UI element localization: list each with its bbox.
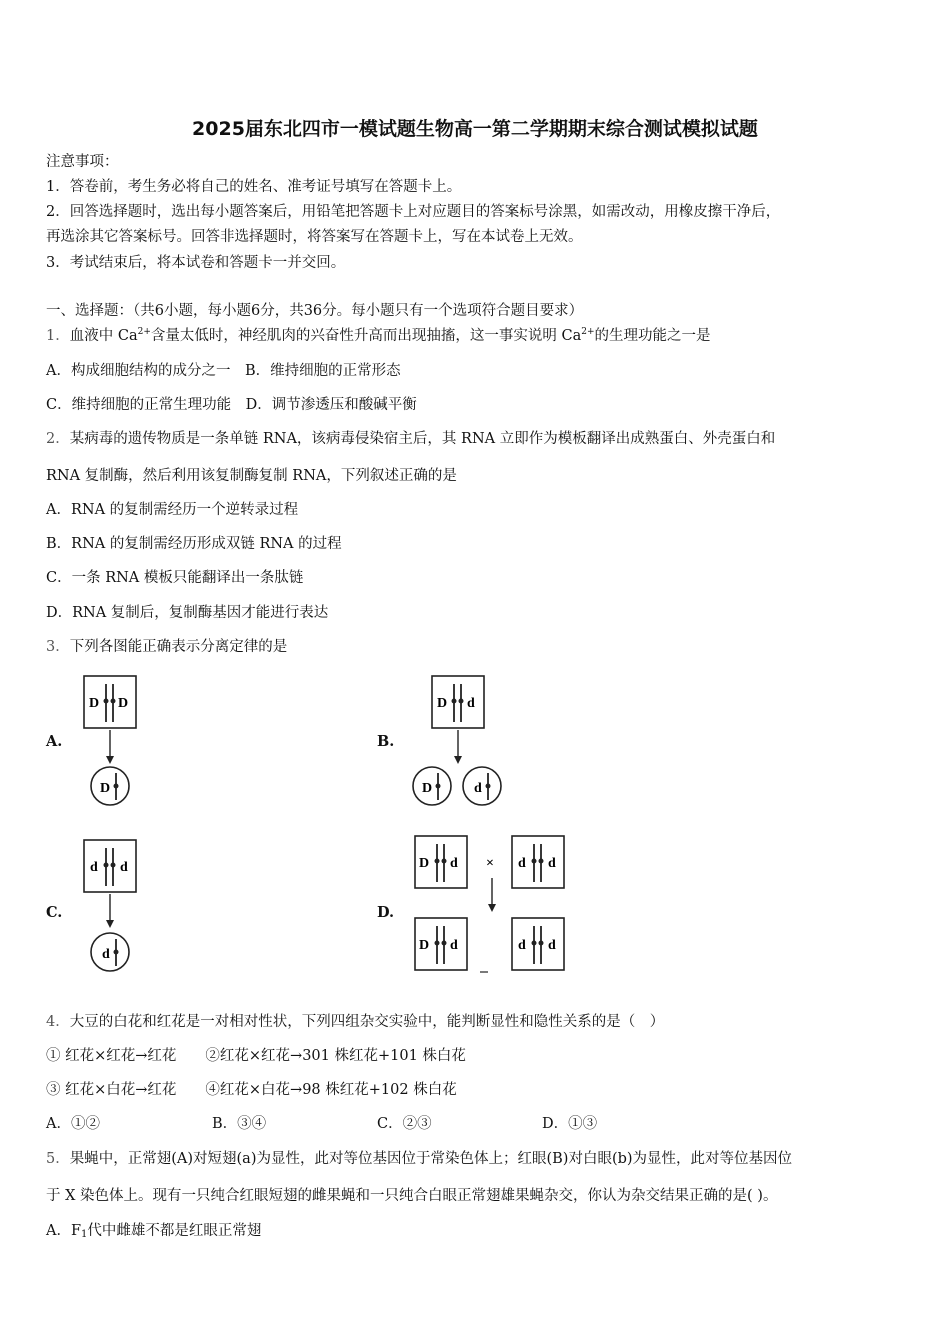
q4-option-c: C．②③ — [377, 1116, 432, 1132]
q1-options-row-2: C．维持细胞的正常生理功能 D．调节渗透压和酸碱平衡 — [46, 397, 417, 413]
q3-text: 下列各图能正确表示分离定律的是 — [69, 639, 288, 655]
q4-option-b: B．③④ — [212, 1116, 267, 1132]
q2-option-c: C．一条 RNA 模板只能翻译出一条肽链 — [46, 570, 304, 586]
q1-options-row-1: A．构成细胞结构的成分之一 B．维持细胞的正常形态 — [46, 363, 401, 379]
q4-option-d: D．①③ — [542, 1116, 598, 1132]
allele-label: D — [422, 781, 433, 796]
notice-item-1: 1．答卷前，考生务必将自己的姓名、准考证号填写在答题卡上。 — [46, 179, 462, 195]
allele-label: d — [518, 938, 526, 953]
q4-cross-line-2: ③ 红花×白花→红花 ④红花×白花→98 株红花+102 株白花 — [46, 1082, 457, 1098]
allele-label: D — [118, 696, 129, 711]
question-2 — [46, 429, 775, 449]
section-heading: 一、选择题：（共6小题，每小题6分，共36分。每小题只有一个选项符合题目要求） — [46, 303, 584, 319]
allele-label: D — [419, 856, 430, 871]
allele-label: D — [437, 696, 448, 711]
allele-label: d — [90, 860, 98, 875]
q2-option-a: A．RNA 的复制需经历一个逆转录过程 — [46, 502, 299, 518]
notice-heading: 注意事项： — [46, 154, 119, 170]
q1-sup-1: 2+ — [137, 327, 151, 337]
q4-cross-line-1: ① 红花×红花→红花 ②红花×红花→301 株红花+101 株白花 — [46, 1048, 466, 1064]
allele-label: D — [89, 696, 100, 711]
cross-symbol: × — [486, 856, 494, 871]
allele-label: d — [548, 856, 556, 871]
q5-text-line-2: 于 X 染色体上。现有一只纯合红眼短翅的雌果蝇和一只纯合白眼正常翅雄果蝇杂交，你认为杂交结果正确的是( )。 — [46, 1188, 778, 1204]
q5-number: 5． — [46, 1151, 70, 1167]
allele-label: d — [120, 860, 128, 875]
q2-option-d: D．RNA 复制后，复制酶基因才能进行表达 — [46, 605, 329, 621]
figure-b — [410, 672, 510, 812]
q5-text-line-1: 果蝇中，正常翅(A)对短翅(a)为显性，此对等位基因位于常染色体上；红眼(B)对白眼(b)为显性，此对等位基因位 — [69, 1151, 793, 1167]
question-1 — [46, 326, 711, 346]
q1-text-b: 含量太低时，神经肌肉的兴奋性升高而出现抽搐，这一事实说明 Ca — [150, 328, 582, 344]
q2-text-line-1: 某病毒的遗传物质是一条单链 RNA，该病毒侵染宿主后，其 RNA 立即作为模板翻译出成熟蛋白、外壳蛋白和 — [69, 431, 776, 447]
allele-label: d — [450, 938, 458, 953]
figure-a — [80, 672, 150, 812]
allele-label: d — [518, 856, 526, 871]
notice-item-3: 3．考试结束后，将本试卷和答题卡一并交回。 — [46, 255, 346, 271]
notice-item-2: 2．回答选择题时，选出每小题答案后，用铅笔把答题卡上对应题目的答案标号涂黑，如需改动，用橡皮擦干净后， — [46, 204, 781, 220]
figure-c — [80, 836, 150, 976]
q1-sup-2: 2+ — [581, 327, 595, 337]
q3-label-c: C. — [46, 904, 63, 921]
gamete — [91, 933, 129, 971]
question-3 — [46, 637, 287, 657]
allele-label: D — [419, 938, 430, 953]
page-title: 2025届东北四市一模试题生物高一第二学期期末综合测试模拟试题 — [192, 118, 758, 140]
allele-label: d — [450, 856, 458, 871]
q2-text-line-2: RNA 复制酶，然后利用该复制酶复制 RNA，下列叙述正确的是 — [46, 468, 457, 484]
allele-label: D — [100, 781, 111, 796]
q5-option-a-text: 代中雌雄不都是红眼正常翅 — [87, 1223, 262, 1239]
q3-number: 3． — [46, 639, 70, 655]
question-4 — [46, 1012, 664, 1032]
q3-label-d: D. — [377, 904, 395, 921]
allele-label: d — [467, 696, 475, 711]
q3-label-a: A. — [46, 733, 63, 750]
notice-item-2-cont: 再选涂其它答案标号。回答非选择题时，将答案写在答题卡上，写在本试卷上无效。 — [46, 229, 583, 245]
question-5 — [46, 1149, 792, 1169]
q1-text-c: 的生理功能之一是 — [594, 328, 711, 344]
gamete — [463, 767, 501, 805]
allele-label: d — [548, 938, 556, 953]
q3-label-b: B. — [377, 733, 395, 750]
allele-label: d — [102, 947, 110, 962]
allele-label: d — [474, 781, 482, 796]
figure-d — [410, 832, 575, 982]
q4-text: 大豆的白花和红花是一对相对性状，下列四组杂交实验中，能判断显性和隐性关系的是（ ） — [69, 1014, 665, 1030]
q1-text-a: 血液中 Ca — [69, 328, 138, 344]
q2-number: 2． — [46, 431, 70, 447]
q5-option-a — [46, 1221, 261, 1241]
q5-option-a-prefix: A．F — [46, 1223, 82, 1239]
q4-number: 4． — [46, 1014, 70, 1030]
q4-option-a: A．①② — [46, 1116, 100, 1132]
q5-option-a-sub: 1 — [81, 1229, 88, 1240]
q2-option-b: B．RNA 的复制需经历形成双链 RNA 的过程 — [46, 536, 342, 552]
q1-number: 1． — [46, 328, 70, 344]
